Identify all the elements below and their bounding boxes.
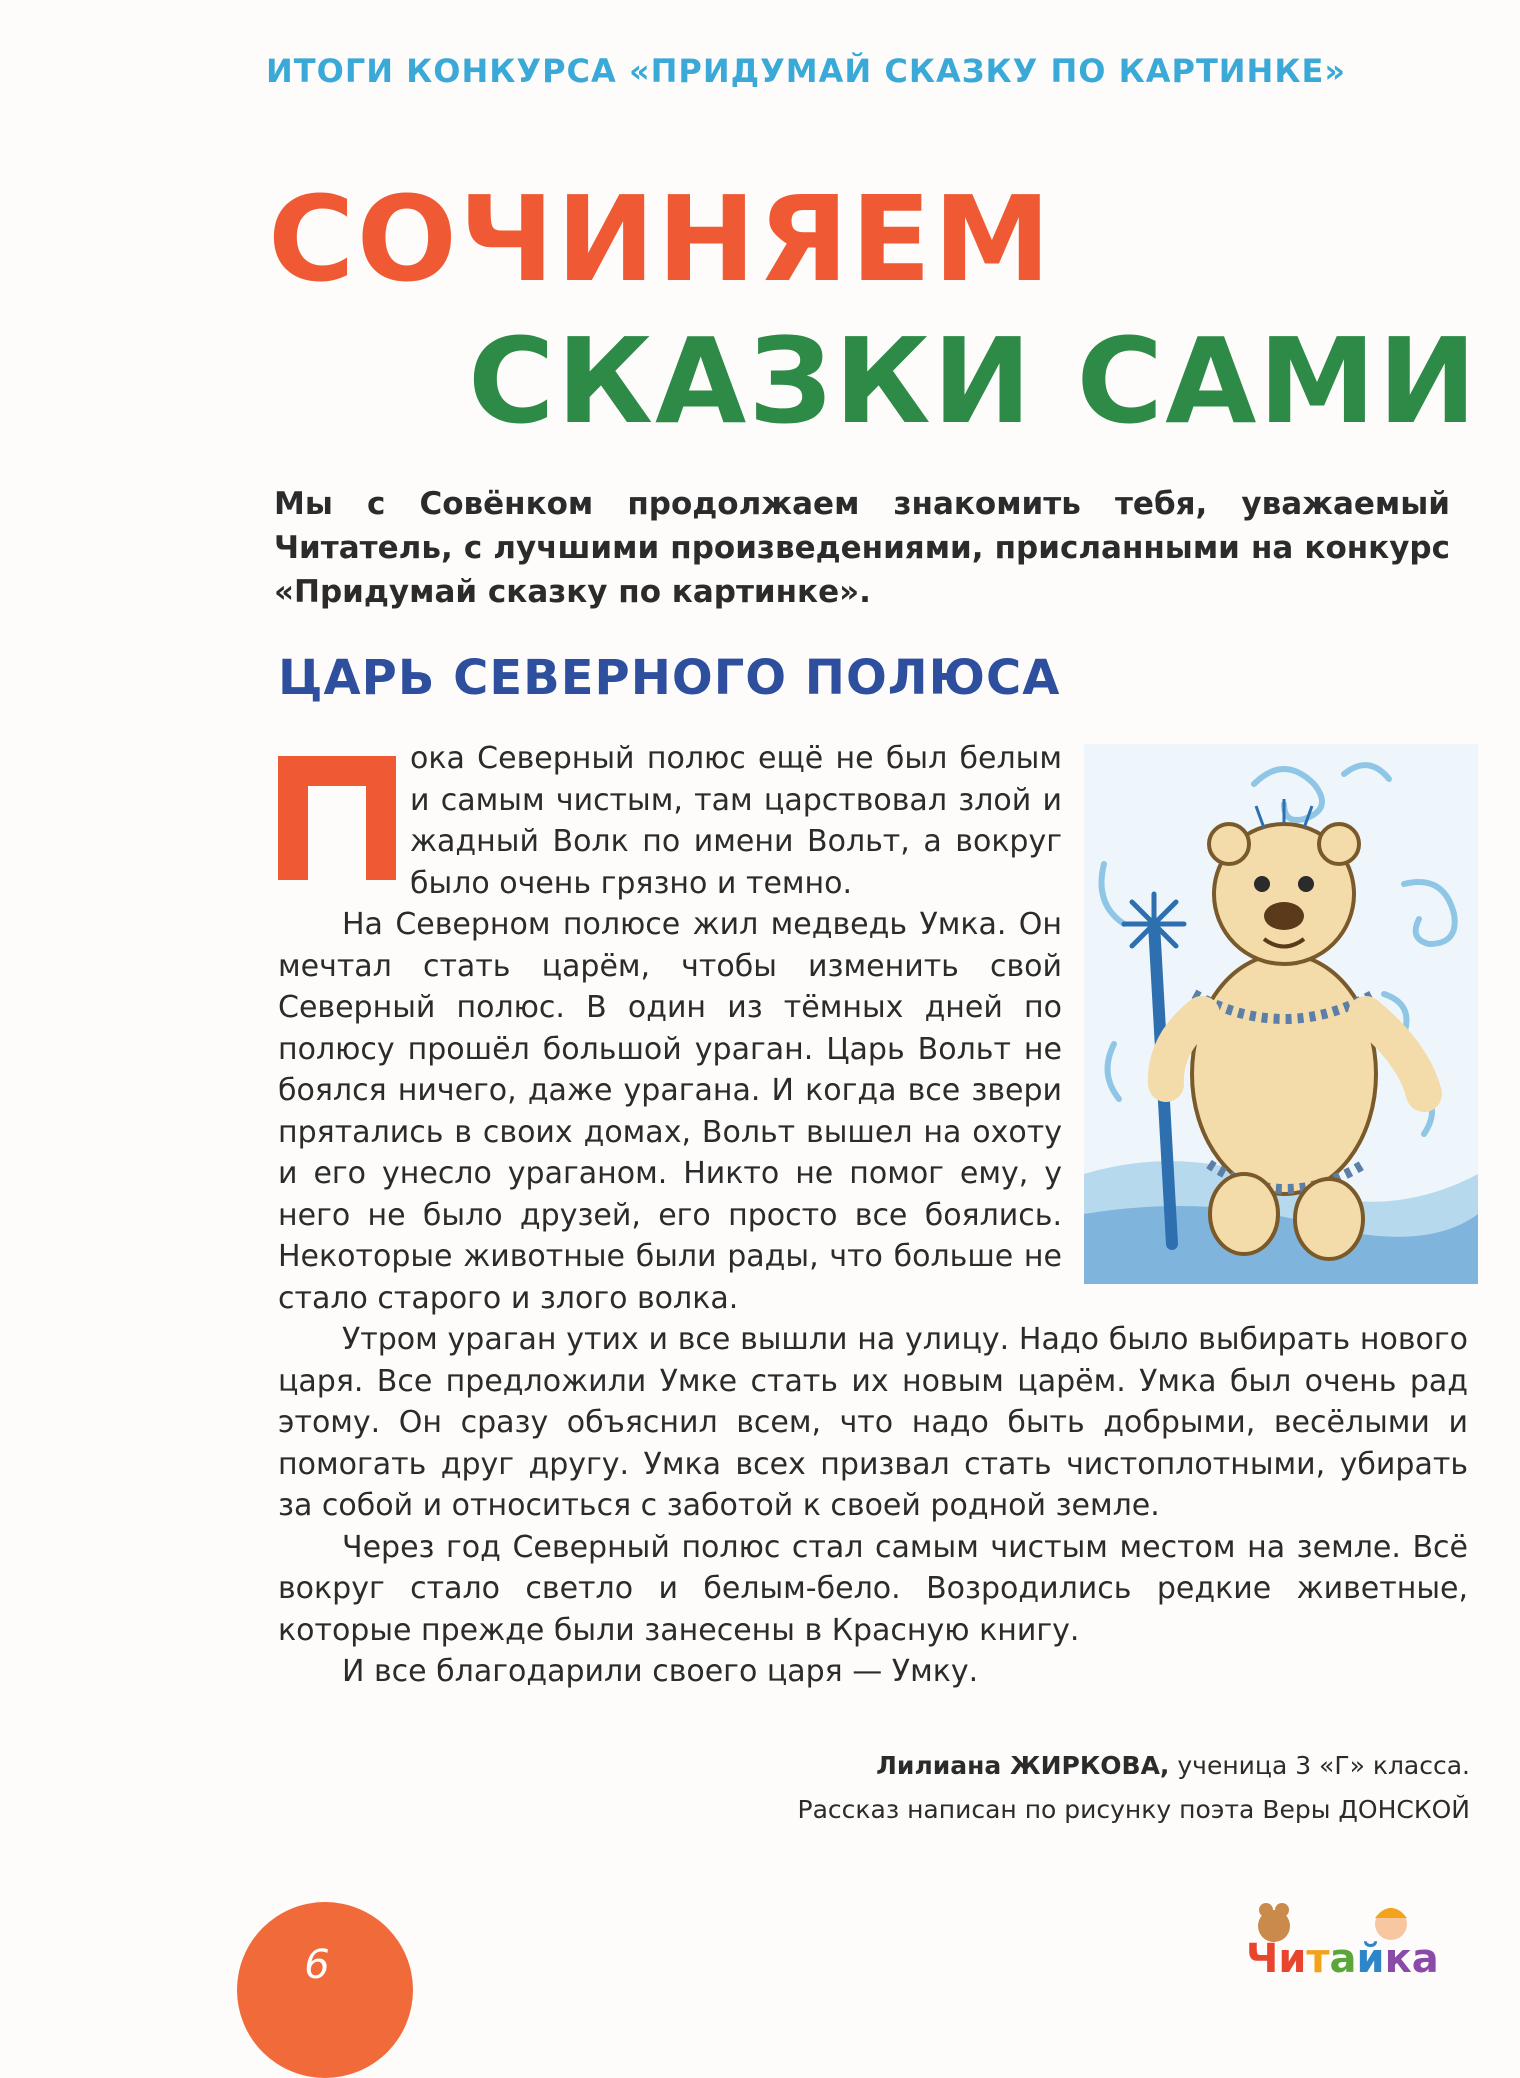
author-line: [798, 1744, 1470, 1788]
magazine-logo: [1246, 1898, 1476, 1988]
story-paragraph-5: И все благодарили своего царя — Умку.: [342, 1654, 979, 1689]
page-number-badge: [237, 1902, 413, 2078]
story-paragraph-3: Утром ураган утих и все вышли на улицу. Надо было выбирать нового царя. Все предложили Умке стать их новым царём. Умка был очень рад этому. Он сразу объяснил всем, что надо быть добрыми, весёлыми и помогать друг другу. Умка всех призвал стать чистоплотными, убирать за собой и относиться с заботой к своей родной земле.: [278, 1322, 1468, 1523]
lead-paragraph: Мы с Совёнком продолжаем знакомить тебя, уважаемый Читатель, с лучшими произведениями, присланными на конкурс «Придумай сказку по картинке».: [274, 486, 1450, 610]
page-title-line-2: СКАЗКИ САМИ: [468, 312, 1479, 450]
logo-part-4: й: [1356, 1936, 1385, 1982]
section-kicker: ИТОГИ КОНКУРСА «ПРИДУМАЙ СКАЗКУ ПО КАРТИНКЕ»: [266, 52, 1347, 90]
logo-part-1: Чи: [1246, 1936, 1307, 1982]
logo-wordmark: [1246, 1936, 1439, 1982]
author-info: ученица 3 «Г» класса.: [1169, 1751, 1470, 1780]
logo-part-5: ка: [1384, 1936, 1439, 1982]
story-paragraph-4: Через год Северный полюс стал самым чистым местом на земле. Всё вокруг стало светло и белым-бело. Возродились редкие живетные, которые прежде были занесены в Красную книгу.: [278, 1529, 1468, 1648]
story-paragraph-1-text: ока Северный полюс ещё не был белым и самым чистым, там царствовал злой и жадный Волк по имени Вольт, а вокруг было очень грязно и темно.: [410, 741, 1062, 901]
page-title: [268, 170, 1479, 450]
story-title: ЦАРЬ СЕВЕРНОГО ПОЛЮСА: [278, 650, 1061, 706]
story-paragraph-2: На Северном полюсе жил медведь Умка. Он мечтал стать царём, чтобы изменить свой Северный полюс. В один из тёмных дней по полюсу прошёл большой ураган. Царь Вольт не боялся ничего, даже урагана. И когда все звери прятались в своих домах, Вольт вышел на охоту и его унесло ураганом. Никто не помог ему, у него не было друзей, его просто все боялись. Некоторые животные были рады, что больше не стало старого и злого волка.: [278, 907, 1062, 1316]
logo-part-2: т: [1306, 1936, 1330, 1982]
author-credits: [798, 1744, 1470, 1832]
polar-bear-illustration: [1084, 744, 1478, 1284]
author-name: Лилиана ЖИРКОВА,: [876, 1751, 1170, 1780]
drop-cap: [278, 756, 396, 880]
page-number: 6: [304, 1942, 330, 1988]
page-title-line-1: СОЧИНЯЕМ: [268, 170, 1053, 308]
story-body: [278, 738, 1468, 1693]
drawing-note: Рассказ написан по рисунку поэта Веры ДОНСКОЙ: [797, 1795, 1470, 1824]
logo-part-3: а: [1329, 1936, 1357, 1982]
